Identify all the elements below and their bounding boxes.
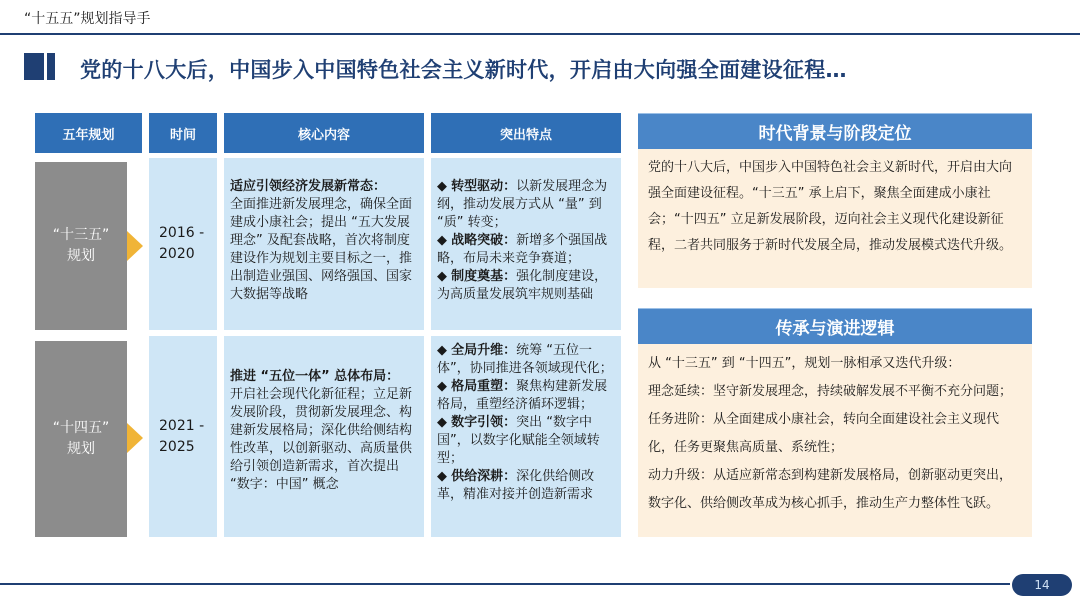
core-content-14th	[224, 336, 424, 537]
feature-item: ◆ 格局重塑：聚焦构建新发展格局，重塑经济循环逻辑；	[437, 379, 608, 412]
features-13th	[431, 158, 621, 330]
column-header-period: 时间	[149, 113, 217, 153]
period-start: 2016 -	[159, 225, 205, 241]
feature-item: ◆ 供给深耕：深化供给侧改革，精准对接并创造新需求	[437, 469, 595, 502]
panel-text: 党的十八大后，中国步入中国特色社会主义新时代，开启由大向强全面建设征程。“十三五” 承上启下，聚焦全面建成小康社会；“十四五” 立足新发展阶段，迈向社会主义现代化建设新征程，二者共同服务于新时代发展全局，推动发展模式迭代升级。	[648, 160, 1013, 253]
core-title: 适应引领经济发展新常态：	[230, 179, 387, 194]
feature-item: ◆ 战略突破：新增多个强国战略，布局未来竞争赛道；	[437, 233, 608, 266]
plan-suffix: 规划	[67, 248, 95, 264]
page-number: 14	[1012, 574, 1072, 596]
core-text: 开启社会现代化新征程；立足新发展阶段，贯彻新发展理念、构建新发展格局；深化供给侧结构性改革，以创新驱动、高质量供给引领创造新需求，首次提出 “数字：中国” 概念	[230, 387, 413, 492]
panel-intro: 从 “十三五” 到 “十四五”，规划一脉相承又迭代升级：	[648, 356, 961, 371]
plan-name: “十三五”	[52, 227, 110, 243]
panel-heading-background: 时代背景与阶段定位	[638, 113, 1032, 149]
plan-label-14th	[35, 341, 127, 537]
period-13th	[149, 158, 217, 330]
panel-body-evolution	[638, 344, 1032, 537]
feature-item: ◆ 制度奠基：强化制度建设，为高质量发展筑牢规则基础	[437, 269, 608, 302]
footer-divider	[0, 583, 1010, 585]
column-header-plan: 五年规划	[35, 113, 142, 153]
column-header-core: 核心内容	[224, 113, 424, 153]
plan-name: “十四五”	[52, 420, 110, 436]
header-divider	[0, 33, 1080, 35]
period-14th	[149, 336, 217, 537]
panel-heading-evolution: 传承与演进逻辑	[638, 308, 1032, 344]
period-end: 2025	[159, 438, 195, 455]
column-header-features: 突出特点	[431, 113, 621, 153]
core-title: 推进 “五位一体” 总体布局：	[230, 369, 400, 384]
page-title: 党的十八大后，中国步入中国特色社会主义新时代，开启由大向强全面建设征程…	[80, 58, 847, 82]
period-start: 2021 -	[159, 417, 205, 434]
title-accent-bar	[47, 53, 55, 80]
core-text: 全面推进新发展理念，确保全面建成小康社会；提出 “五大发展理念” 及配套战略，首次将制度建设作为规划主要目标之一，推出制造业强国、网络强国、国家大数据等战略	[230, 197, 413, 302]
features-14th	[431, 336, 621, 537]
chevron-right-icon	[127, 231, 143, 261]
document-header-label: “十五五”规划指导手	[24, 11, 151, 27]
plan-label-13th	[35, 162, 127, 330]
title-accent-block	[24, 53, 44, 80]
chevron-right-icon	[127, 423, 143, 453]
evolution-item: 任务进阶：从全面建成小康社会，转向全面建设社会主义现代化，任务更聚焦高质量、系统性；	[648, 412, 1000, 455]
feature-item: ◆ 转型驱动：以新发展理念为纲，推动发展方式从 “量” 到 “质” 转变；	[437, 179, 608, 230]
evolution-item: 动力升级：从适应新常态到构建新发展格局，创新驱动更突出，数字化、供给侧改革成为核心抓手，推动生产力整体性飞跃。	[648, 468, 1013, 511]
evolution-item: 理念延续：坚守新发展理念，持续破解发展不平衡不充分问题；	[648, 384, 1013, 399]
core-content-13th	[224, 158, 424, 330]
plan-suffix: 规划	[67, 441, 95, 457]
feature-item: ◆ 数字引领：突出 “数字中国”，以数字化赋能全领域转型；	[437, 415, 600, 466]
period-end: 2020	[159, 246, 195, 262]
panel-body-background	[638, 149, 1032, 288]
feature-item: ◆ 全局升维：统筹 “五位一体”，协同推进各领域现代化；	[437, 343, 613, 376]
